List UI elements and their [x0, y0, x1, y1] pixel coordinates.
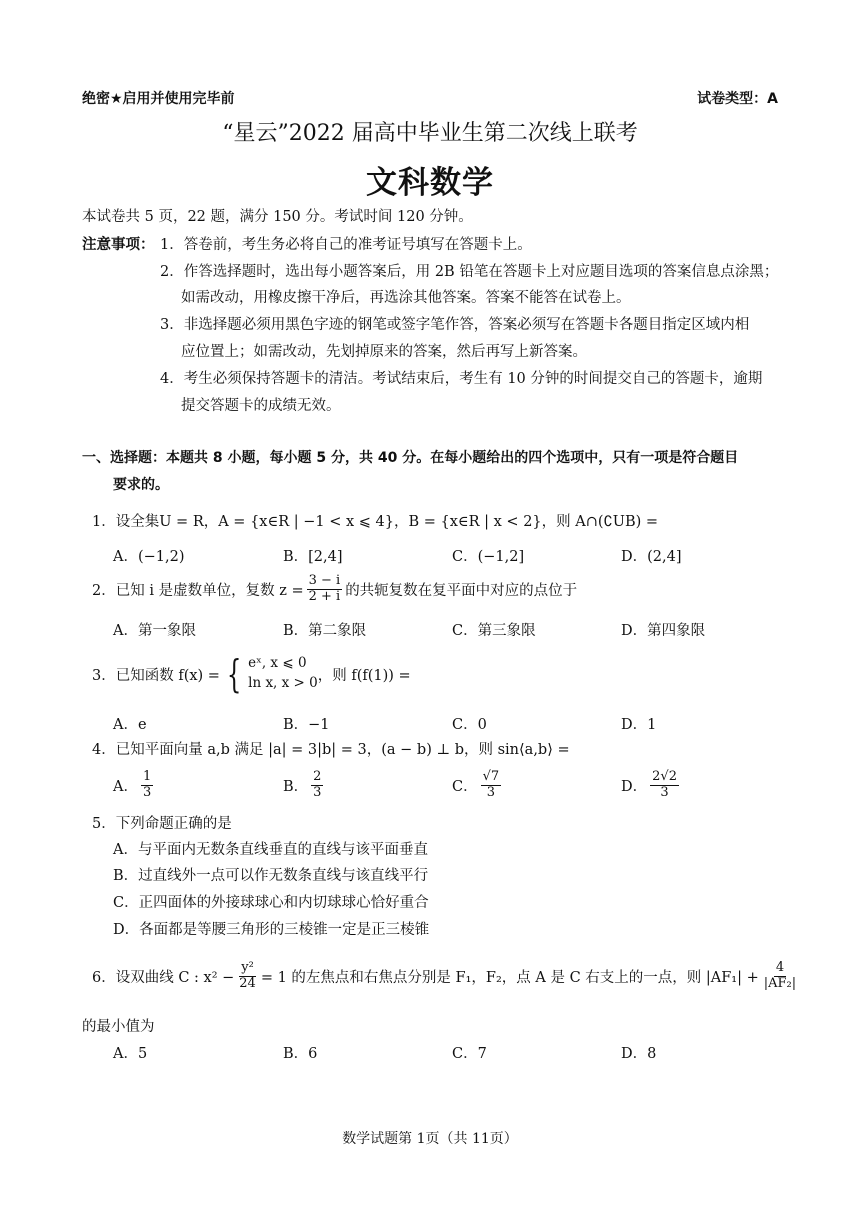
q2-fraction-denominator: 2 + i: [308, 588, 341, 604]
section-heading-cont: 要求的。: [113, 477, 169, 493]
q4-option-b-den: 3: [313, 784, 322, 800]
q2-option-c: C．第三象限: [452, 623, 536, 639]
q3-case-2: ln x, x > 0: [248, 675, 318, 691]
q1-option-c: C．(−1,2]: [452, 549, 525, 565]
note-3-cont: 应位置上；如需改动，先划掉原来的答案，然后再写上新答案。: [181, 344, 587, 360]
note-2: 2．作答选择题时，选出每小题答案后，用 2B 铅笔在答题卡上对应题目选项的答案信息点涂黑；: [160, 264, 779, 280]
q2-fraction-numerator: 3 − i: [308, 572, 341, 588]
q4-option-c-label: C．: [452, 778, 478, 795]
q2-fraction: [307, 574, 343, 605]
q3-option-a: A．e: [113, 717, 147, 733]
q3-option-c: C．0: [452, 717, 487, 733]
q4-option-c-den: 3: [486, 784, 496, 800]
q3-stem-pre: 3．已知函数 f(x) =: [92, 667, 220, 684]
q4-option-a-den: 3: [142, 784, 152, 800]
q2-option-b: B．第二象限: [283, 623, 367, 639]
q4-option-c-num: √7: [482, 768, 500, 784]
q4-option-d-den: 3: [660, 784, 669, 800]
q4-option-a-num: 1: [142, 768, 152, 784]
question-3-stem: [92, 651, 411, 697]
q3-option-d: D．1: [621, 717, 657, 733]
q6-frac2-num: 4: [775, 959, 785, 975]
question-2-stem: [92, 569, 577, 609]
q2-stem-pre: 2．已知 i 是虚数单位，复数 z =: [92, 582, 304, 599]
q6-frac1-den: 24: [239, 975, 256, 991]
q1-option-b: B．[2,4]: [283, 549, 343, 565]
q4-option-a-label: A．: [113, 778, 138, 795]
question-1-stem: 1．设全集U = R，A = {x∈R | −1 < x ⩽ 4}，B = {x∈R | x < 2}，则 A∩(∁UB) =: [92, 514, 659, 530]
note-4: 4．考生必须保持答题卡的清洁。考试结束后，考生有 10 分钟的时间提交自己的答题卡，逾期: [160, 371, 763, 387]
q4-option-d: [621, 764, 682, 806]
q6-frac2-den: |AF₂|: [763, 975, 797, 991]
note-4-cont: 提交答题卡的成绩无效。: [181, 398, 341, 414]
q4-option-d-num: 2√2: [652, 768, 677, 784]
note-1: 1．答卷前，考生务必将自己的准考证号填写在答题卡上。: [160, 237, 532, 253]
notes-label: 注意事项：: [82, 237, 155, 253]
q5-option-c: C．正四面体的外接球球心和内切球球心恰好重合: [113, 895, 429, 911]
q6-option-c: C．7: [452, 1046, 487, 1062]
note-3: 3．非选择题必须用黑色字迹的钢笔或签字笔作答，答案必须写在答题卡各题目指定区域内相: [160, 317, 750, 333]
q3-brace: {: [226, 652, 242, 696]
q6-stem-pre: 6．设双曲线 C : x² −: [92, 969, 235, 986]
q4-option-b-label: B．: [283, 778, 309, 795]
paper-type-label: 试卷类型：A: [697, 91, 778, 107]
q6-stem-line2: 的最小值为: [82, 1019, 155, 1035]
q1-option-d: D．(2,4]: [621, 549, 682, 565]
q3-case-1: eˣ, x ⩽ 0: [248, 655, 307, 672]
q2-stem-post: 的共轭复数在复平面中对应的点位于: [345, 582, 578, 599]
q3-option-b: B．−1: [283, 717, 330, 733]
q6-option-a: A．5: [113, 1046, 148, 1062]
q2-option-d: D．第四象限: [621, 623, 706, 639]
q3-stem-post: ，则 f(f(1)) =: [317, 667, 411, 684]
q1-option-a: A．(−1,2): [113, 549, 185, 565]
confidential-label: 绝密★启用并使用完毕前: [82, 91, 235, 107]
note-2-cont: 如需改动，用橡皮擦干净后，再选涂其他答案。答案不能答在试卷上。: [181, 290, 631, 306]
q4-option-d-label: D．: [621, 778, 648, 795]
q6-option-b: B．6: [283, 1046, 318, 1062]
q4-option-c: [452, 764, 504, 806]
q6-option-d: D．8: [621, 1046, 657, 1062]
page-footer: 数学试题第 1页（共 11页）: [342, 1131, 518, 1147]
q5-option-b: B．过直线外一点可以作无数条直线与该直线平行: [113, 868, 429, 884]
q6-stem-mid: = 1 的左焦点和右焦点分别是 F₁，F₂，点 A 是 C 右支上的一点，则 |AF₁| +: [260, 969, 759, 986]
question-6-stem: [92, 954, 801, 998]
intro-text: 本试卷共 5 页，22 题，满分 150 分。考试时间 120 分钟。: [82, 209, 473, 225]
q2-option-a: A．第一象限: [113, 623, 196, 639]
q4-option-a: [113, 764, 156, 806]
subject-title: 文科数学: [366, 165, 494, 201]
q5-option-d: D．各面都是等腰三角形的三棱锥一定是正三棱锥: [113, 922, 430, 938]
q4-option-b-num: 2: [313, 768, 322, 784]
q4-option-b: [283, 764, 326, 806]
section-heading: 一、选择题：本题共 8 小题，每小题 5 分，共 40 分。在每小题给出的四个选项中，只有一项是符合题目: [82, 450, 739, 466]
q5-option-a: A．与平面内无数条直线垂直的直线与该平面垂直: [113, 842, 428, 858]
question-4-stem: 4．已知平面向量 a,b 满足 |a| = 3|b| = 3，(a − b) ⊥ b，则 sin⟨a,b⟩ =: [92, 742, 570, 758]
question-5-stem: 5．下列命题正确的是: [92, 816, 232, 832]
q3-piecewise: [248, 654, 318, 693]
q6-frac1-num: y²: [241, 959, 254, 975]
exam-title: “星云”2022 届高中毕业生第二次线上联考: [222, 121, 638, 146]
